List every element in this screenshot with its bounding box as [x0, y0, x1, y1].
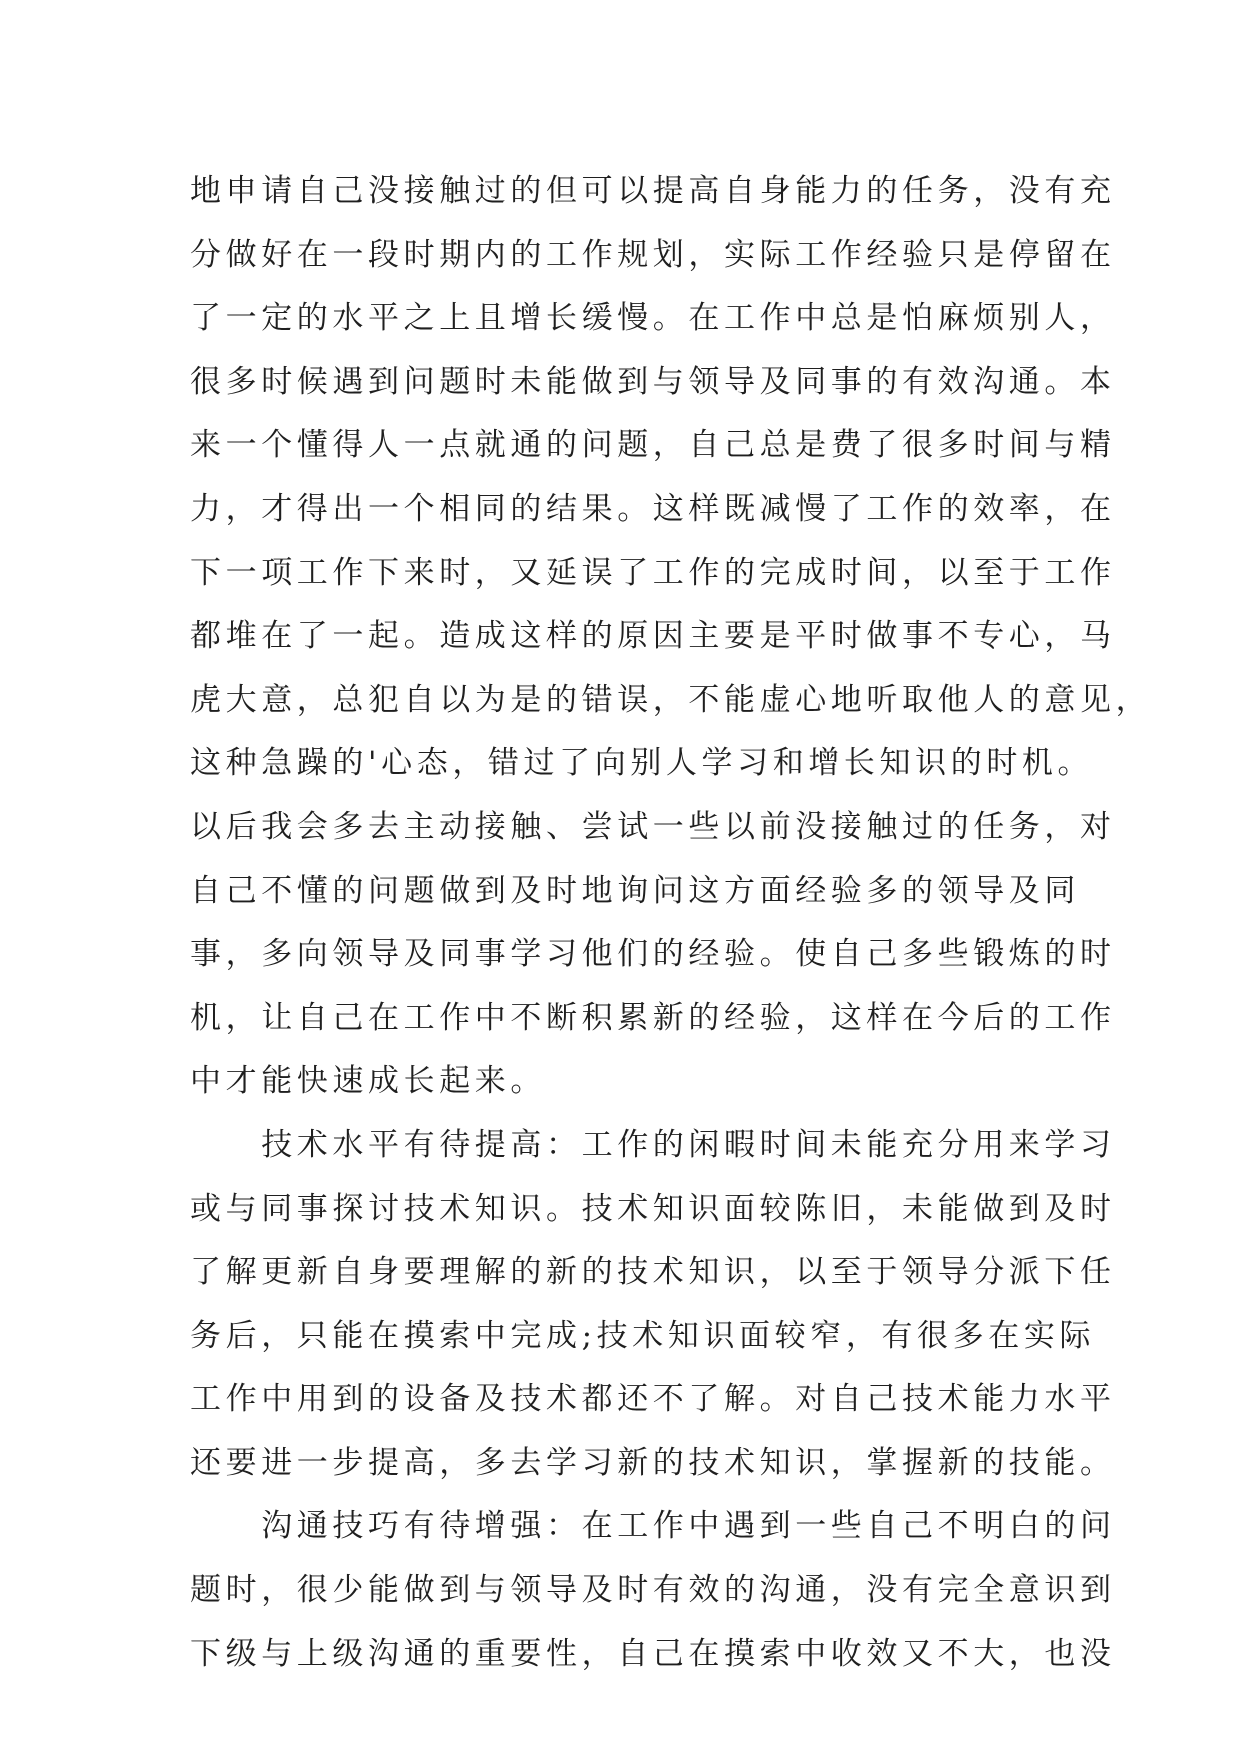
text-line: 沟通技巧有待增强：在工作中遇到一些自己不明白的问 [190, 1508, 1116, 1545]
text-line: 下级与上级沟通的重要性，自己在摸索中收效又不大，也没 [190, 1635, 1116, 1672]
text-line: 题时，很少能做到与领导及时有效的沟通，没有完全意识到 [190, 1572, 1116, 1609]
text-line: 工作中用到的设备及技术都还不了解。对自己技术能力水平 [190, 1381, 1116, 1418]
text-line: 这种急躁的'心态，错过了向别人学习和增长知识的时机。 [190, 745, 1094, 782]
text-line: 地申请自己没接触过的但可以提高自身能力的任务，没有充 [190, 173, 1116, 209]
text-line: 机，让自己在工作中不断积累新的经验，这样在今后的工作 [190, 999, 1116, 1036]
text-line: 虎大意，总犯自以为是的错误，不能虚心地听取他人的意见， [190, 681, 1152, 718]
text-line: 自己不懂的问题做到及时地询问这方面经验多的领导及同 [190, 872, 1080, 909]
text-line: 很多时候遇到问题时未能做到与领导及同事的有效沟通。本 [190, 363, 1116, 400]
text-line: 还要进一步提高，多去学习新的技术知识，掌握新的技能。 [190, 1444, 1116, 1481]
text-line: 力，才得出一个相同的结果。这样既减慢了工作的效率，在 [190, 490, 1116, 527]
text-line: 了解更新自身要理解的新的技术知识，以至于领导分派下任 [190, 1254, 1116, 1291]
text-line: 了一定的水平之上且增长缓慢。在工作中总是怕麻烦别人， [190, 300, 1116, 337]
text-line: 都堆在了一起。造成这样的原因主要是平时做事不专心，马 [190, 618, 1116, 655]
text-line: 或与同事探讨技术知识。技术知识面较陈旧，未能做到及时 [190, 1190, 1116, 1227]
text-line: 分做好在一段时期内的工作规划，实际工作经验只是停留在 [190, 236, 1116, 273]
text-line: 中才能快速成长起来。 [190, 1063, 546, 1100]
text-line: 务后，只能在摸索中完成;技术知识面较窄，有很多在实际 [190, 1317, 1096, 1354]
text-line: 技术水平有待提高：工作的闲暇时间未能充分用来学习 [190, 1126, 1116, 1163]
text-line: 以后我会多去主动接触、尝试一些以前没接触过的任务，对 [190, 808, 1116, 845]
text-line: 事，多向领导及同事学习他们的经验。使自己多些锻炼的时 [190, 936, 1116, 973]
text-line: 下一项工作下来时，又延误了工作的完成时间，以至于工作 [190, 554, 1116, 591]
text-line: 来一个懂得人一点就通的问题，自己总是费了很多时间与精 [190, 427, 1116, 464]
body-text [190, 160, 1152, 1686]
